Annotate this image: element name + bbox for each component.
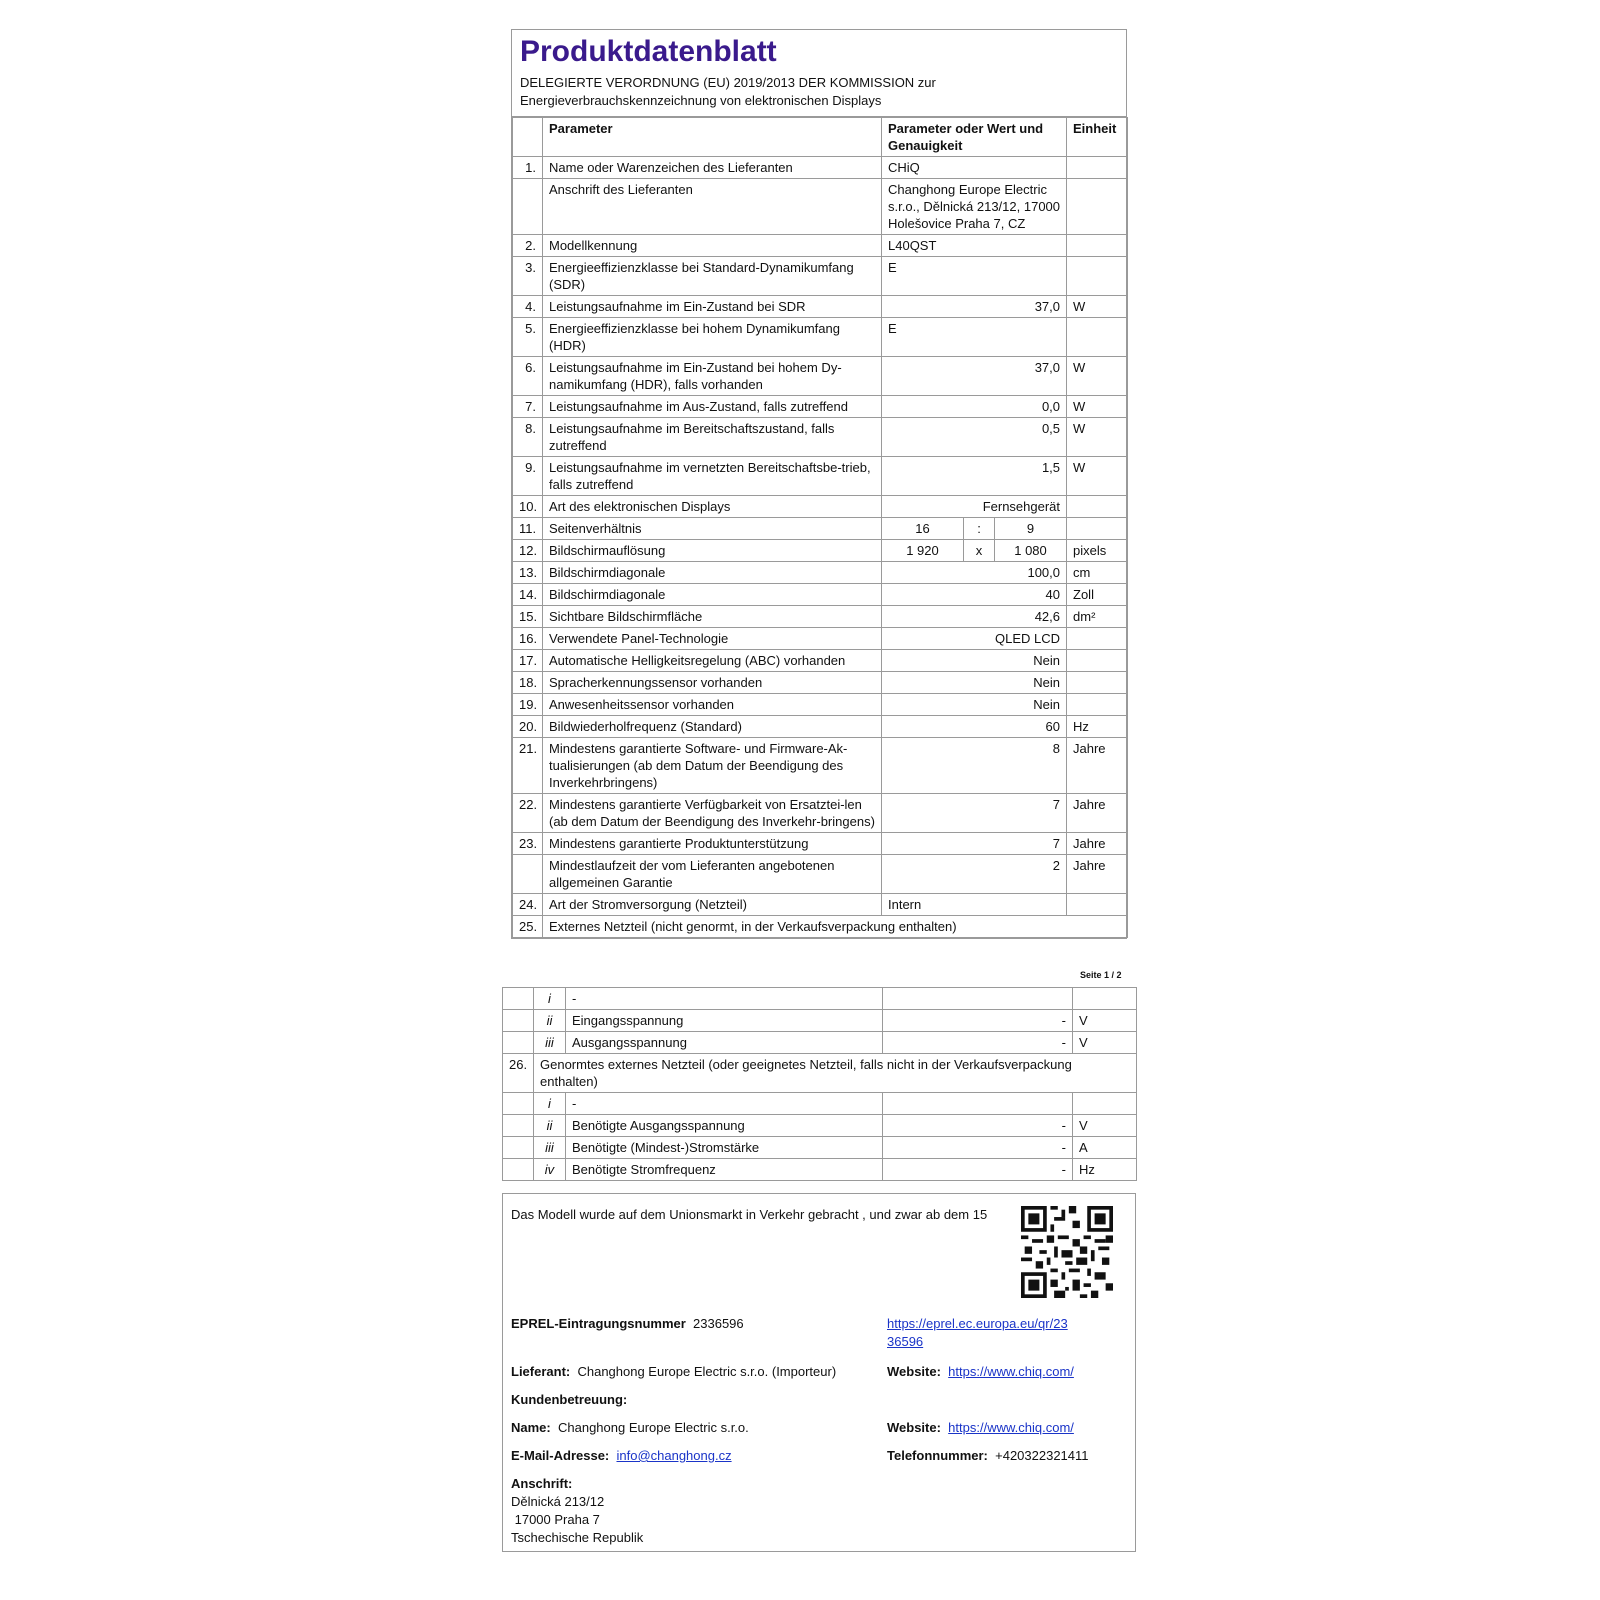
row-number: 13. — [513, 562, 543, 584]
phone-label: Telefonnummer: — [887, 1448, 988, 1463]
row-parameter: Spracherkennungssensor vorhanden — [543, 672, 882, 694]
table-row — [503, 1054, 1137, 1093]
row-unit — [1067, 650, 1128, 672]
indent-cell — [503, 1010, 534, 1032]
row-value: 0,0 — [882, 396, 1067, 418]
row-value: QLED LCD — [882, 628, 1067, 650]
row-unit: Jahre — [1067, 833, 1128, 855]
roman-numeral: ii — [534, 1010, 566, 1032]
row-parameter: Bildwiederholfrequenz (Standard) — [543, 716, 882, 738]
sub-unit — [1073, 1093, 1137, 1115]
row-number: 25. — [513, 916, 543, 938]
eprel-number: 2336596 — [693, 1316, 744, 1331]
indent-cell — [503, 1093, 534, 1115]
sub-label: - — [566, 1093, 883, 1115]
table-row — [513, 894, 1128, 916]
row-unit: W — [1067, 457, 1128, 496]
row-unit: W — [1067, 357, 1128, 396]
page-number: Seite 1 / 2 — [1080, 970, 1122, 980]
row-value: E — [882, 257, 1067, 296]
row-number: 2. — [513, 235, 543, 257]
sub-value: - — [883, 1032, 1073, 1054]
subtitle-line: DELEGIERTE VERORDNUNG (EU) 2019/2013 DER KOMMISSION zur — [520, 75, 936, 90]
row-unit: Jahre — [1067, 738, 1128, 794]
sub-value — [883, 988, 1073, 1010]
header-cell-unit: Einheit — [1067, 118, 1128, 157]
row-value: 2 — [882, 855, 1067, 894]
support-website-row — [887, 1419, 1074, 1437]
row-parameter: Leistungsaufnahme im Ein-Zustand bei hohem Dy-namikumfang (HDR), falls vorhanden — [543, 357, 882, 396]
product-datasheet — [511, 29, 1127, 939]
row-value: Changhong Europe Electric s.r.o., Dělnická 213/12, 17000 Holešovice Praha 7, CZ — [882, 179, 1067, 235]
row-value: Nein — [882, 672, 1067, 694]
eprel-link-line[interactable]: 36596 — [887, 1334, 924, 1349]
row-number: 12. — [513, 540, 543, 562]
table-row — [513, 628, 1128, 650]
row-number — [513, 179, 543, 235]
resolution-height: 1 080 — [995, 540, 1067, 562]
sub-value: - — [883, 1137, 1073, 1159]
row-parameter: Anschrift des Lieferanten — [543, 179, 882, 235]
eprel-label: EPREL-Eintragungsnummer — [511, 1316, 686, 1331]
supplier-label: Lieferant: — [511, 1364, 571, 1379]
name-label: Name: — [511, 1420, 551, 1435]
row-value: Nein — [882, 694, 1067, 716]
website-row — [887, 1363, 1074, 1381]
row-unit: Jahre — [1067, 794, 1128, 833]
sub-row — [503, 1159, 1137, 1181]
row-number: 16. — [513, 628, 543, 650]
row-value: 7 — [882, 794, 1067, 833]
address-line: Tschechische Republik — [511, 1530, 644, 1545]
row-unit — [1067, 496, 1128, 518]
sub-label: Eingangsspannung — [566, 1010, 883, 1032]
row-unit — [1067, 235, 1128, 257]
table-row — [513, 562, 1128, 584]
table-row — [513, 606, 1128, 628]
row-value: Intern — [882, 894, 1067, 916]
sub-label: Benötigte Stromfrequenz — [566, 1159, 883, 1181]
eprel-registration — [511, 1315, 744, 1333]
table-row — [513, 584, 1128, 606]
roman-numeral: iv — [534, 1159, 566, 1181]
email-link[interactable]: info@changhong.cz — [616, 1448, 732, 1463]
header-cell-number — [513, 118, 543, 157]
market-date-text: Das Modell wurde auf dem Unionsmarkt in Verkehr gebracht , und zwar ab dem 15 — [511, 1207, 988, 1222]
supplier-row — [511, 1363, 836, 1381]
row-parameter: Verwendete Panel-Technologie — [543, 628, 882, 650]
indent-cell — [503, 1137, 534, 1159]
sub-label: Ausgangsspannung — [566, 1032, 883, 1054]
table-row — [513, 672, 1128, 694]
row-unit: Zoll — [1067, 584, 1128, 606]
website-link[interactable]: https://www.chiq.com/ — [948, 1364, 1074, 1379]
row-parameter: Bildschirmauflösung — [543, 540, 882, 562]
roman-numeral: iii — [534, 1032, 566, 1054]
table-row — [513, 235, 1128, 257]
row-parameter: Leistungsaufnahme im Bereitschaftszustand, falls zutreffend — [543, 418, 882, 457]
row-number: 14. — [513, 584, 543, 606]
row-unit: W — [1067, 396, 1128, 418]
sub-label: Benötigte Ausgangsspannung — [566, 1115, 883, 1137]
sub-unit: A — [1073, 1137, 1137, 1159]
parameter-table — [512, 117, 1128, 938]
table-row — [513, 257, 1128, 296]
eprel-link[interactable] — [887, 1315, 1068, 1351]
row-number: 18. — [513, 672, 543, 694]
row-number: 10. — [513, 496, 543, 518]
sub-value — [883, 1093, 1073, 1115]
row-number: 23. — [513, 833, 543, 855]
row-number: 22. — [513, 794, 543, 833]
row-parameter: Name oder Warenzeichen des Lieferanten — [543, 157, 882, 179]
row-parameter: Leistungsaufnahme im vernetzten Bereitschaftsbe-trieb, falls zutreffend — [543, 457, 882, 496]
address-line: Dělnická 213/12 — [511, 1494, 605, 1509]
row-unit: Hz — [1067, 716, 1128, 738]
table-row — [513, 457, 1128, 496]
supplier-value: Changhong Europe Electric s.r.o. (Importeur) — [577, 1364, 837, 1379]
table-row — [513, 650, 1128, 672]
row-unit — [1067, 257, 1128, 296]
row-number — [513, 855, 543, 894]
row-value: CHiQ — [882, 157, 1067, 179]
row-number: 20. — [513, 716, 543, 738]
table-row — [513, 496, 1128, 518]
indent-cell — [503, 988, 534, 1010]
row-unit — [1067, 179, 1128, 235]
row-parameter: Leistungsaufnahme im Aus-Zustand, falls zutreffend — [543, 396, 882, 418]
row-value: E — [882, 318, 1067, 357]
row-value: 100,0 — [882, 562, 1067, 584]
sub-value: - — [883, 1115, 1073, 1137]
sub-row — [503, 1093, 1137, 1115]
customer-support-heading: Kundenbetreuung: — [511, 1392, 628, 1407]
row-number: 9. — [513, 457, 543, 496]
resolution-separator: x — [964, 540, 995, 562]
table-row — [513, 518, 1128, 540]
website-label: Website: — [887, 1420, 941, 1435]
address-label: Anschrift: — [511, 1476, 573, 1491]
row-value: Nein — [882, 650, 1067, 672]
row-parameter: Energieeffizienzklasse bei Standard-Dynamikumfang (SDR) — [543, 257, 882, 296]
table-row — [513, 179, 1128, 235]
row-unit — [1067, 672, 1128, 694]
table-row — [513, 694, 1128, 716]
website-link[interactable]: https://www.chiq.com/ — [948, 1420, 1074, 1435]
support-name-row — [511, 1419, 749, 1437]
roman-numeral: iii — [534, 1137, 566, 1159]
row-value: 0,5 — [882, 418, 1067, 457]
row-parameter: Externes Netzteil (nicht genormt, in der Verkaufsverpackung enthalten) — [543, 916, 1128, 938]
row-parameter: Seitenverhältnis — [543, 518, 882, 540]
sub-label: Benötigte (Mindest-)Stromstärke — [566, 1137, 883, 1159]
table-row — [513, 157, 1128, 179]
row-number: 15. — [513, 606, 543, 628]
table-row — [513, 418, 1128, 457]
phone-row — [887, 1447, 1089, 1465]
row-parameter: Energieeffizienzklasse bei hohem Dynamikumfang (HDR) — [543, 318, 882, 357]
row-number: 19. — [513, 694, 543, 716]
row-parameter: Modellkennung — [543, 235, 882, 257]
row-parameter: Mindestens garantierte Software- und Firmware-Ak-tualisierungen (ab dem Datum der Beendigung des Inverkehrbringens) — [543, 738, 882, 794]
sub-unit: V — [1073, 1032, 1137, 1054]
table-row — [513, 716, 1128, 738]
phone-value: +420322321411 — [995, 1448, 1089, 1463]
roman-numeral: i — [534, 988, 566, 1010]
row-unit: pixels — [1067, 540, 1128, 562]
qr-code-icon[interactable] — [1021, 1206, 1113, 1298]
sub-row — [503, 1010, 1137, 1032]
name-value: Changhong Europe Electric s.r.o. — [557, 1420, 749, 1435]
row-value: L40QST — [882, 235, 1067, 257]
row-parameter: Anwesenheitssensor vorhanden — [543, 694, 882, 716]
row-parameter: Leistungsaufnahme im Ein-Zustand bei SDR — [543, 296, 882, 318]
row-number: 3. — [513, 257, 543, 296]
page-title: Produktdatenblatt — [520, 35, 777, 68]
aspect-height: 9 — [995, 518, 1067, 540]
address-block — [511, 1475, 643, 1547]
email-label: E-Mail-Adresse: — [511, 1448, 610, 1463]
row-unit: Jahre — [1067, 855, 1128, 894]
row-number: 17. — [513, 650, 543, 672]
row-number: 11. — [513, 518, 543, 540]
row-parameter: Art des elektronischen Displays — [543, 496, 882, 518]
table-row — [513, 794, 1128, 833]
indent-cell — [503, 1032, 534, 1054]
row-parameter: Automatische Helligkeitsregelung (ABC) vorhanden — [543, 650, 882, 672]
email-row — [511, 1447, 732, 1465]
header-cell-value: Parameter oder Wert und Genauigkeit — [882, 118, 1067, 157]
sub-value: - — [883, 1159, 1073, 1181]
row-value: 8 — [882, 738, 1067, 794]
row-unit: cm — [1067, 562, 1128, 584]
regulation-subtitle — [520, 74, 1118, 110]
power-supply-table — [502, 987, 1137, 1181]
row-number: 6. — [513, 357, 543, 396]
address-line: 17000 Praha 7 — [511, 1512, 600, 1527]
table-row — [513, 738, 1128, 794]
row-value: 60 — [882, 716, 1067, 738]
sub-row — [503, 1137, 1137, 1159]
indent-cell — [503, 1115, 534, 1137]
row-unit: dm² — [1067, 606, 1128, 628]
table-row — [513, 396, 1128, 418]
table-row — [513, 357, 1128, 396]
row-parameter: Bildschirmdiagonale — [543, 584, 882, 606]
row-number: 7. — [513, 396, 543, 418]
supplier-info-box — [502, 1193, 1136, 1552]
row-value: 37,0 — [882, 296, 1067, 318]
row-value: Fernsehgerät — [882, 496, 1067, 518]
row-unit — [1067, 318, 1128, 357]
row-unit: W — [1067, 418, 1128, 457]
row-number: 26. — [503, 1054, 534, 1093]
table-row — [513, 833, 1128, 855]
row-value: 40 — [882, 584, 1067, 606]
row-unit — [1067, 894, 1128, 916]
row-unit — [1067, 628, 1128, 650]
sub-label: - — [566, 988, 883, 1010]
row-number: 1. — [513, 157, 543, 179]
header-cell-parameter: Parameter — [543, 118, 882, 157]
sub-unit: V — [1073, 1010, 1137, 1032]
sub-row — [503, 1115, 1137, 1137]
table-header-row — [513, 118, 1128, 157]
roman-numeral: ii — [534, 1115, 566, 1137]
row-parameter: Art der Stromversorgung (Netzteil) — [543, 894, 882, 916]
sub-unit — [1073, 988, 1137, 1010]
aspect-width: 16 — [882, 518, 964, 540]
row-parameter: Genormtes externes Netzteil (oder geeignetes Netzteil, falls nicht in der Verkaufsverpackung enthalten) — [534, 1054, 1137, 1093]
row-number: 4. — [513, 296, 543, 318]
datasheet-page-2 — [502, 987, 1136, 1181]
row-number: 5. — [513, 318, 543, 357]
row-parameter: Bildschirmdiagonale — [543, 562, 882, 584]
row-parameter: Sichtbare Bildschirmfläche — [543, 606, 882, 628]
row-parameter: Mindestens garantierte Produktunterstützung — [543, 833, 882, 855]
row-value: 42,6 — [882, 606, 1067, 628]
aspect-separator: : — [964, 518, 995, 540]
row-unit: W — [1067, 296, 1128, 318]
row-number: 24. — [513, 894, 543, 916]
table-row — [513, 855, 1128, 894]
sub-unit: V — [1073, 1115, 1137, 1137]
table-row — [513, 296, 1128, 318]
row-unit — [1067, 694, 1128, 716]
datasheet-header — [512, 30, 1126, 117]
roman-numeral: i — [534, 1093, 566, 1115]
table-row — [513, 318, 1128, 357]
row-value: 7 — [882, 833, 1067, 855]
subtitle-line: Energieverbrauchskennzeichnung von elektronischen Displays — [520, 93, 882, 108]
row-number: 8. — [513, 418, 543, 457]
sub-value: - — [883, 1010, 1073, 1032]
row-value: 1,5 — [882, 457, 1067, 496]
sub-row — [503, 988, 1137, 1010]
table-row — [513, 540, 1128, 562]
website-label: Website: — [887, 1364, 941, 1379]
sub-unit: Hz — [1073, 1159, 1137, 1181]
row-parameter: Mindestens garantierte Verfügbarkeit von Ersatztei-len (ab dem Datum der Beendigung des Inverkehr-bringens) — [543, 794, 882, 833]
sub-row — [503, 1032, 1137, 1054]
row-value: 37,0 — [882, 357, 1067, 396]
row-number: 21. — [513, 738, 543, 794]
row-unit — [1067, 518, 1128, 540]
table-row — [513, 916, 1128, 938]
indent-cell — [503, 1159, 534, 1181]
eprel-link-line[interactable]: https://eprel.ec.europa.eu/qr/23 — [887, 1316, 1068, 1331]
row-unit — [1067, 157, 1128, 179]
resolution-width: 1 920 — [882, 540, 964, 562]
row-parameter: Mindestlaufzeit der vom Lieferanten angebotenen allgemeinen Garantie — [543, 855, 882, 894]
